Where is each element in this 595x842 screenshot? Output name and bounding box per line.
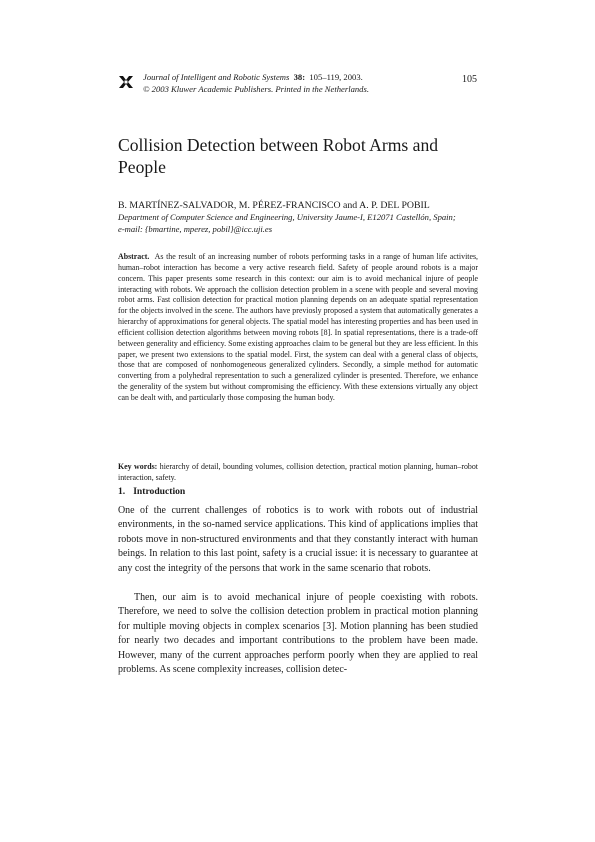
journal-copyright: © 2003 Kluwer Academic Publishers. Printed in the Netherlands. <box>143 83 369 94</box>
authors-and: and <box>343 200 358 211</box>
keywords-label: Key words: <box>118 462 158 471</box>
section-heading <box>118 486 185 497</box>
authors-line <box>118 200 478 212</box>
intro-paragraph-1: One of the current challenges of robotics is to work with robots out of industrial environments, in the so-named service applications. This kind of applications implies that robots move in non-structured environments and that they constantly interact with human beings. In relation to this last point, safety is a crucial issue: it is necessary to guarantee at any cost the integrity of the persons that work in the same scenario that robots. <box>118 505 478 574</box>
affiliation-block <box>118 212 478 235</box>
abstract-label: Abstract. <box>118 252 150 261</box>
kluwer-logo-icon <box>118 74 134 90</box>
journal-header <box>143 72 443 96</box>
authors-part2: A. P. DEL POBIL <box>359 200 430 211</box>
page-number: 105 <box>462 74 477 85</box>
journal-name: Journal of Intelligent and Robotic Systems <box>143 72 290 82</box>
journal-pages-year: 105–119, 2003. <box>309 72 363 82</box>
section-number: 1. <box>118 486 126 497</box>
affiliation: Department of Computer Science and Engineering, University Jaume-I, E12071 Castellón, Spain; <box>118 212 456 222</box>
keywords <box>118 462 478 484</box>
keywords-text: hierarchy of detail, bounding volumes, collision detection, practical motion planning, human–robot interaction, safety. <box>118 462 478 482</box>
intro-paragraph-2: Then, our aim is to avoid mechanical injure of people coexisting with robots. Therefore, we need to solve the collision detection problem in practical motion planning for multiple moving objects in complex scenarios [3]. Motion planning has been studied for nearly two decades and important contributions to the problem have been made. However, many of the current approaches perform poorly when they are applied to real problems. As scene complexity increases, collision detec- <box>118 592 478 676</box>
authors-part1: B. MARTÍNEZ-SALVADOR, M. PÉREZ-FRANCISCO <box>118 200 341 211</box>
email: e-mail: {bmartine, mperez, pobil}@icc.uji.es <box>118 223 273 234</box>
abstract-text: As the result of an increasing number of robots performing tasks in a range of human life activites, human–robot interaction has become a very active research field. Safety of people around robots is a major concern. This paper presents some research in this context: our aim is to avoid mechanical injure of people interacting with robots. We approach the collision detection problem in a scene with people and several moving robot arms. Fast collision detection for practical motion planning depends on an adequate spatial representation for the objects involved in the scene. The authors have previosly proposed a system that automatically generates a hierarchy of approximations for general objects. The spatial model has interesting properties and has been used in efficient collision detection algorithms between moving robots [8]. In spatial representations, there is a trade-off between generality and efficiency. Some existing approaches claim to be general but they are less efficient. In this paper, we present two extensions to the spatial model. First, the system can deal with a general class of objects, those that are composed of nonhomogeneous generalized cylinders. Secondly, a simple method for automatic converting from a polyhedral representation to such a generalized cylinder is presented. Therefore, we enhance the generality of the system but without compromising the efficiency. With these extensions virtually any object can be dealt with, and particularly those composing the human body. <box>118 252 478 402</box>
abstract <box>118 252 478 404</box>
journal-volume: 38: <box>293 72 306 82</box>
paper-title: Collision Detection between Robot Arms and People <box>118 135 439 177</box>
section-title: Introduction <box>133 486 186 497</box>
